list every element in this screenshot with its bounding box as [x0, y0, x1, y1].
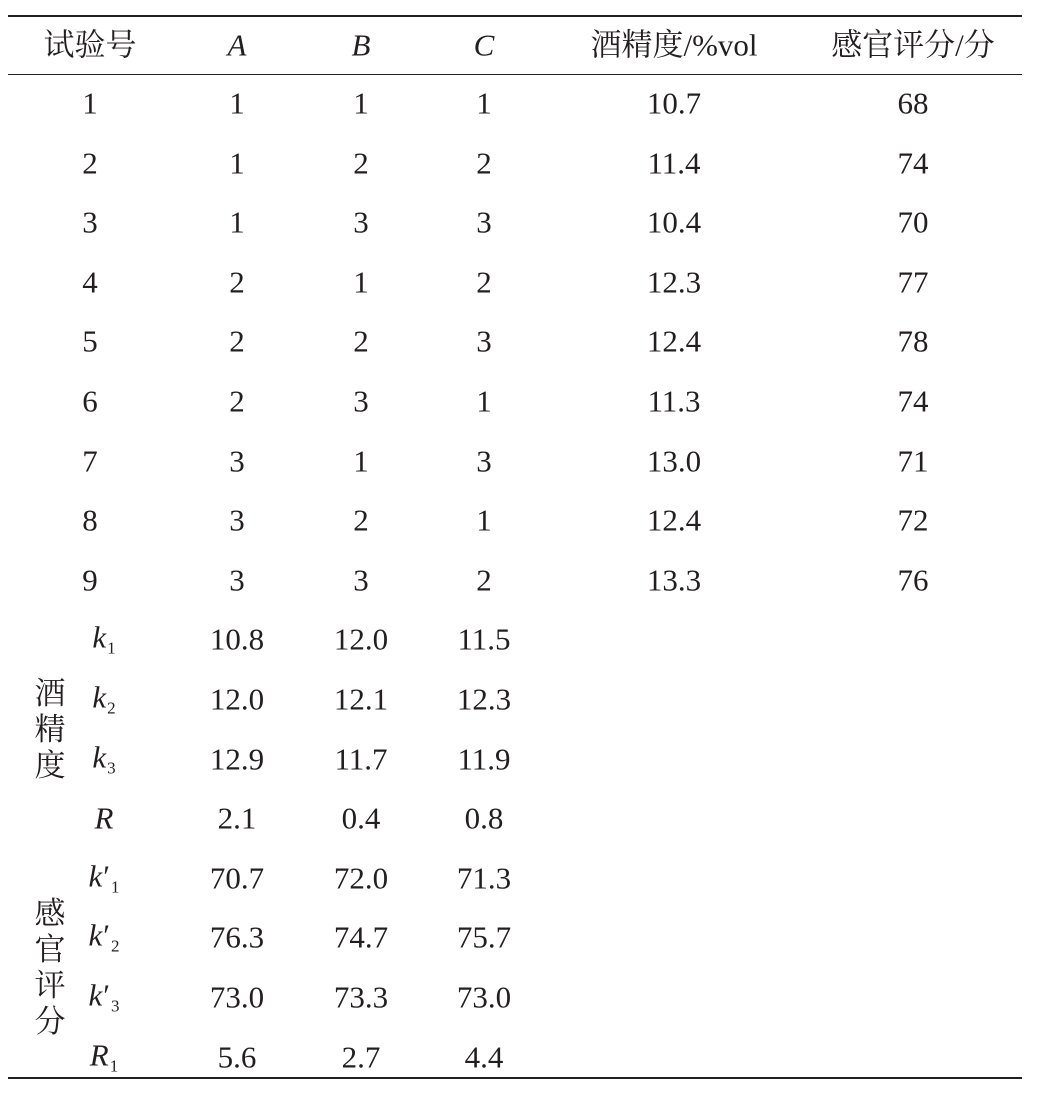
table-cell: 12.9: [209, 741, 265, 777]
table-cell: 12.3: [646, 264, 702, 300]
analysis-row-label: [92, 679, 116, 718]
table-cell: 77: [897, 264, 929, 300]
table-bottom-rule: [8, 1077, 1022, 1079]
table-cell: 2: [353, 502, 369, 538]
table-cell: 10.7: [646, 85, 702, 121]
group-label-char: 精: [34, 711, 66, 747]
table-cell: 71: [897, 443, 929, 479]
table-cell: 2: [353, 145, 369, 181]
header-sensory: 感官评分/分: [831, 27, 995, 63]
table-cell: 2: [476, 562, 492, 598]
table-cell: 13.0: [646, 443, 702, 479]
analysis-row-label: [88, 917, 120, 956]
table-cell: 8: [82, 502, 98, 538]
analysis-row-label: [90, 1039, 118, 1074]
table-cell: 2: [476, 264, 492, 300]
table-cell: 73.3: [333, 979, 389, 1015]
row-variable: k: [92, 739, 107, 775]
table-cell: 1: [476, 502, 492, 538]
table-cell: 3: [229, 502, 245, 538]
row-subscript: 1: [111, 877, 120, 897]
table-cell: 10.4: [646, 204, 702, 240]
row-subscript: 1: [109, 1056, 119, 1076]
table-cell: 4: [82, 264, 98, 300]
table-cell: 11.9: [457, 741, 511, 777]
row-variable: k: [88, 977, 103, 1013]
table-cell: 2: [476, 145, 492, 181]
table-cell: 74.7: [333, 919, 389, 955]
table-cell: 12.1: [333, 681, 389, 717]
row-subscript: 2: [111, 936, 120, 956]
table-cell: 73.0: [209, 979, 265, 1015]
row-variable: k: [88, 858, 103, 894]
analysis-row-label: [92, 619, 116, 658]
row-prime-mark: ′: [103, 917, 111, 953]
table-cell: 2: [229, 383, 245, 419]
table-cell: 68: [897, 85, 929, 121]
table-cell: 3: [82, 204, 98, 240]
table-cell: 1: [476, 85, 492, 121]
sensory-group-label: [30, 896, 70, 1040]
group-label-char: 度: [34, 747, 66, 783]
table-cell: 3: [353, 204, 369, 240]
table-cell: 1: [353, 443, 369, 479]
table-cell: 5: [82, 323, 98, 359]
header-trial-no: 试验号: [43, 27, 137, 63]
group-label-char: 官: [34, 932, 66, 968]
row-variable: k: [88, 917, 103, 953]
table-cell: 3: [353, 383, 369, 419]
table-cell: 9: [82, 562, 98, 598]
row-variable: R: [89, 1037, 109, 1073]
row-variable: k: [92, 679, 107, 715]
analysis-row-label: [92, 741, 115, 776]
table-cell: 78: [897, 323, 929, 359]
header-factor-b: B: [351, 27, 371, 63]
table-cell: 13.3: [646, 562, 702, 598]
analysis-row-label: [88, 860, 119, 895]
table-cell: 2: [229, 264, 245, 300]
analysis-row-label: [94, 800, 114, 836]
alcohol-group-label: [30, 676, 70, 784]
table-cell: 12.0: [209, 681, 265, 717]
table-cell: 74: [897, 383, 929, 419]
group-label-char: 评: [34, 968, 66, 1004]
table-cell: 11.5: [457, 621, 511, 657]
table-cell: 1: [82, 85, 98, 121]
table-cell: 70: [897, 204, 929, 240]
table-cell: 5.6: [217, 1039, 257, 1075]
table-cell: 3: [229, 443, 245, 479]
table-cell: 3: [476, 443, 492, 479]
table-cell: 12.3: [456, 681, 512, 717]
row-variable: R: [94, 800, 114, 836]
group-label-char: 分: [34, 1004, 66, 1040]
row-subscript: 3: [107, 758, 116, 778]
table-cell: 11.4: [647, 145, 701, 181]
row-prime-mark: ′: [103, 858, 111, 894]
table-cell: 1: [353, 264, 369, 300]
table-cell: 1: [229, 145, 245, 181]
table-cell: 2: [229, 323, 245, 359]
row-subscript: 1: [107, 638, 116, 658]
table-cell: 12.0: [333, 621, 389, 657]
table-cell: 3: [476, 204, 492, 240]
table-cell: 0.8: [464, 800, 504, 836]
table-cell: 6: [82, 383, 98, 419]
row-subscript: 3: [111, 996, 120, 1016]
table-cell: 70.7: [209, 860, 265, 896]
table-cell: 76.3: [209, 919, 265, 955]
header-factor-a: A: [227, 27, 247, 63]
table-cell: 76: [897, 562, 929, 598]
table-cell: 72: [897, 502, 929, 538]
table-top-rule: [8, 15, 1022, 17]
analysis-row-label: [88, 977, 120, 1016]
table-cell: 75.7: [456, 919, 512, 955]
table-cell: 4.4: [464, 1039, 504, 1075]
table-cell: 3: [229, 562, 245, 598]
table-cell: 73.0: [456, 979, 512, 1015]
row-prime-mark: ′: [103, 977, 111, 1013]
table-cell: 74: [897, 145, 929, 181]
table-cell: 1: [476, 383, 492, 419]
table-cell: 71.3: [456, 860, 512, 896]
table-cell: 3: [353, 562, 369, 598]
table-cell: 1: [353, 85, 369, 121]
table-cell: 11.7: [334, 741, 388, 777]
table-cell: 12.4: [646, 323, 702, 359]
row-variable: k: [92, 619, 107, 655]
table-cell: 7: [82, 443, 98, 479]
row-subscript: 2: [107, 698, 116, 718]
table-cell: 72.0: [333, 860, 389, 896]
table-cell: 2: [82, 145, 98, 181]
group-label-char: 感: [34, 896, 66, 932]
table-cell: 2: [353, 323, 369, 359]
table-cell: 0.4: [341, 800, 381, 836]
table-header-rule: [8, 74, 1022, 75]
table-cell: 2.7: [341, 1039, 381, 1075]
table-cell: 10.8: [209, 621, 265, 657]
table-cell: 2.1: [217, 800, 257, 836]
table-cell: 12.4: [646, 502, 702, 538]
header-alcohol: 酒精度/%vol: [590, 27, 758, 63]
table-cell: 3: [476, 323, 492, 359]
table-cell: 1: [229, 85, 245, 121]
header-factor-c: C: [473, 27, 495, 63]
table-cell: 1: [229, 204, 245, 240]
group-label-char: 酒: [34, 675, 66, 711]
table-cell: 11.3: [647, 383, 701, 419]
